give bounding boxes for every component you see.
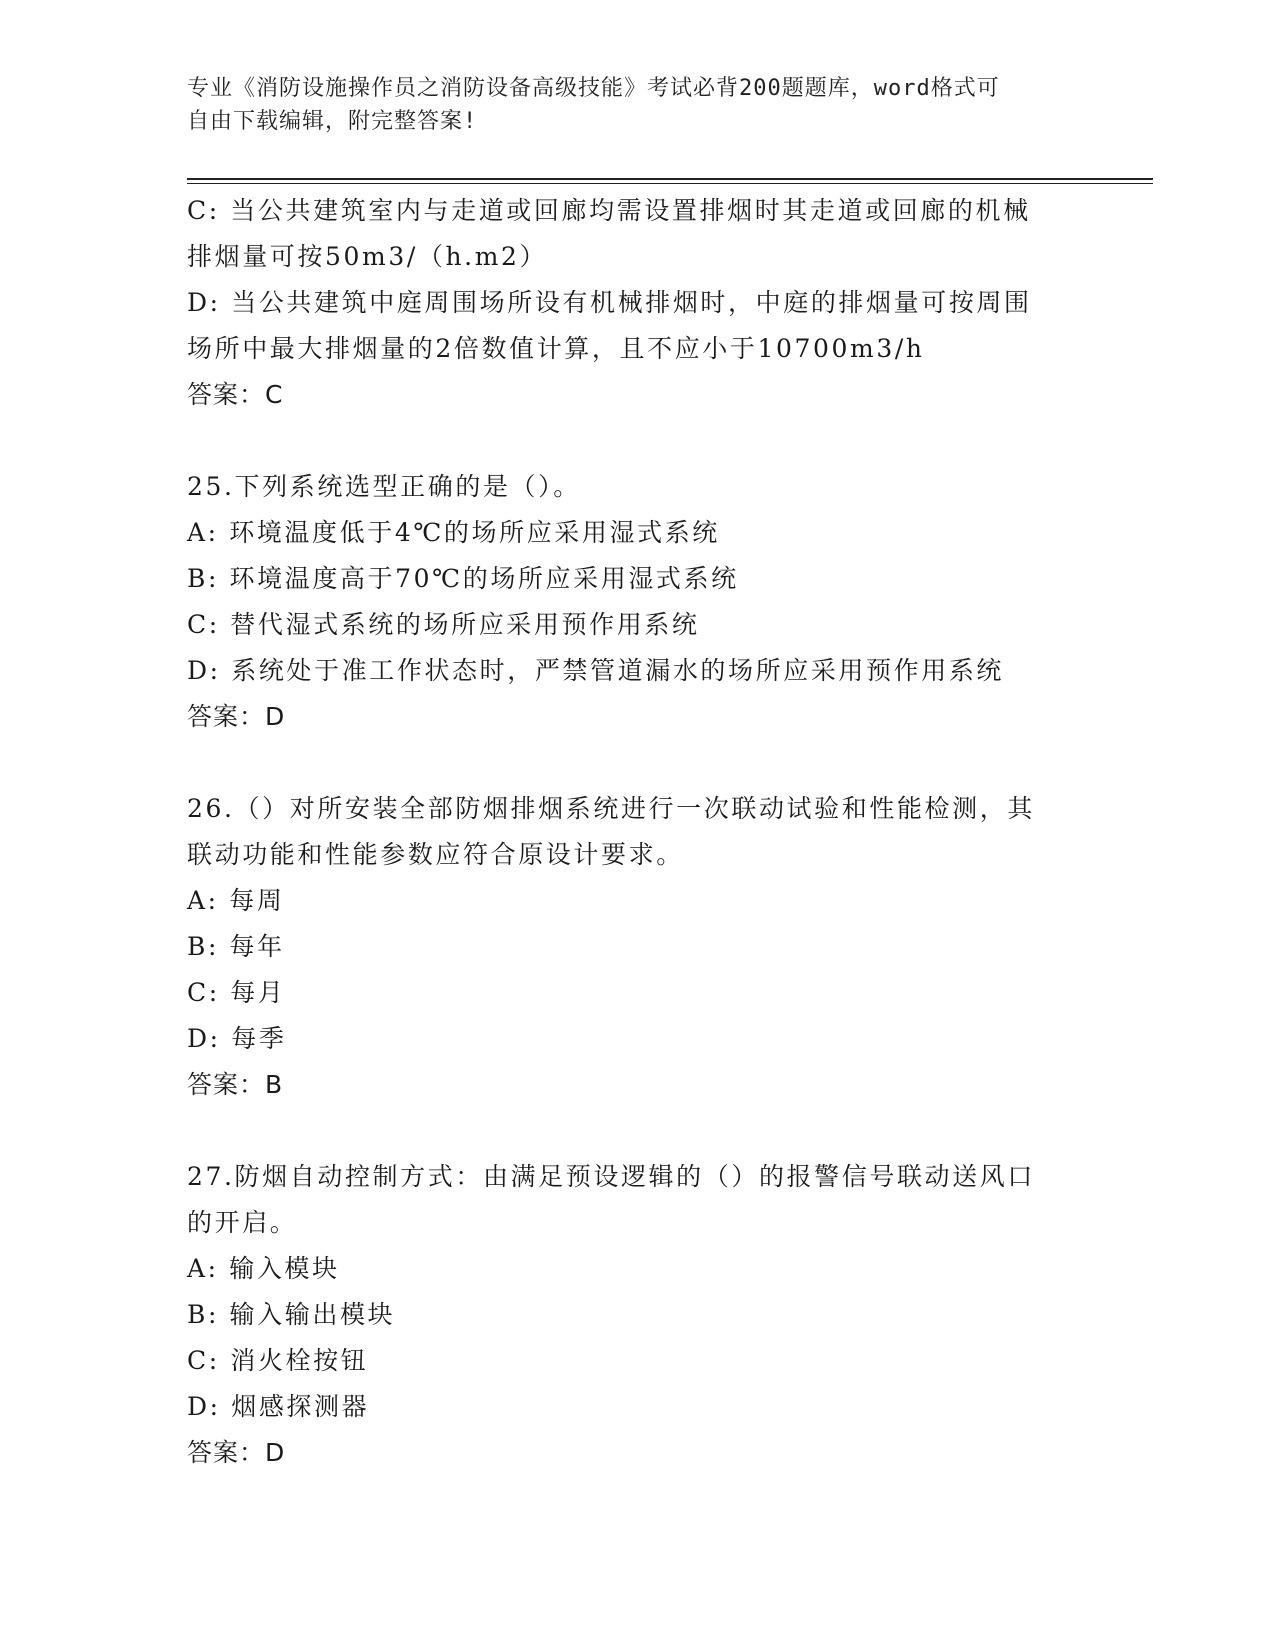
answer-line: 答案：C bbox=[187, 380, 284, 409]
spacer bbox=[187, 1108, 1087, 1154]
option-a: A: 环境温度低于4℃的场所应采用湿式系统 bbox=[187, 518, 720, 547]
answer-line: 答案：D bbox=[187, 702, 286, 731]
option-c: C: 当公共建筑室内与走道或回廊均需设置排烟时其走道或回廊的机械 bbox=[187, 196, 1031, 225]
option-c: C: 消火栓按钮 bbox=[187, 1346, 369, 1375]
header-rule-thin bbox=[187, 183, 1153, 184]
option-d: D: 系统处于准工作状态时，严禁管道漏水的场所应采用预作用系统 bbox=[187, 656, 1005, 685]
question-stem: 26.（）对所安装全部防烟排烟系统进行一次联动试验和性能检测，其 bbox=[187, 794, 1035, 823]
option-b: B: 环境温度高于70℃的场所应采用湿式系统 bbox=[187, 564, 739, 593]
question-26 bbox=[187, 786, 1087, 1108]
option-d: D: 烟感探测器 bbox=[187, 1392, 370, 1421]
document-header bbox=[187, 72, 1087, 138]
answer-line: 答案：B bbox=[187, 1070, 284, 1099]
question-stem: 25.下列系统选型正确的是（）。 bbox=[187, 472, 581, 501]
header-line-2: 自由下载编辑，附完整答案! bbox=[187, 109, 478, 134]
option-d: D: 每季 bbox=[187, 1024, 287, 1053]
spacer bbox=[187, 740, 1087, 786]
continued-question bbox=[187, 188, 1087, 418]
question-stem: 27.防烟自动控制方式：由满足预设逻辑的（）的报警信号联动送风口 bbox=[187, 1162, 1035, 1191]
option-b: B: 每年 bbox=[187, 932, 285, 961]
document-body bbox=[187, 188, 1087, 1476]
question-27 bbox=[187, 1154, 1087, 1476]
option-c: C: 替代湿式系统的场所应采用预作用系统 bbox=[187, 610, 700, 639]
spacer bbox=[187, 418, 1087, 464]
option-c-continued: 排烟量可按50m3/（h.m2） bbox=[187, 242, 548, 271]
question-25 bbox=[187, 464, 1087, 740]
option-d-continued: 场所中最大排烟量的2倍数值计算，且不应小于10700m3/h bbox=[187, 334, 925, 363]
option-b: B: 输入输出模块 bbox=[187, 1300, 396, 1329]
option-d: D: 当公共建筑中庭周围场所设有机械排烟时，中庭的排烟量可按周围 bbox=[187, 288, 1032, 317]
option-a: A: 每周 bbox=[187, 886, 285, 915]
question-stem-continued: 联动功能和性能参数应符合原设计要求。 bbox=[187, 840, 684, 869]
question-stem-continued: 的开启。 bbox=[187, 1208, 298, 1237]
answer-line: 答案：D bbox=[187, 1438, 286, 1467]
header-line-1: 专业《消防设施操作员之消防设备高级技能》考试必背200题题库，word格式可 bbox=[187, 76, 1000, 101]
option-a: A: 输入模块 bbox=[187, 1254, 340, 1283]
option-c: C: 每月 bbox=[187, 978, 286, 1007]
header-rule-thick bbox=[187, 178, 1153, 180]
